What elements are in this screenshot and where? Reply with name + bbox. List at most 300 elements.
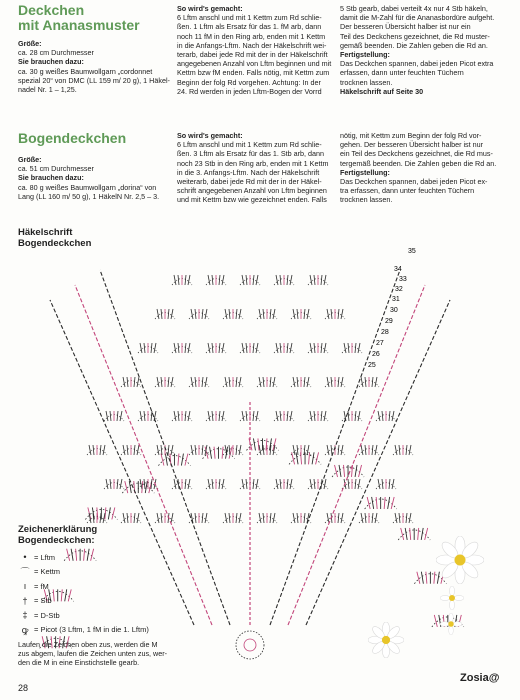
fan-stitch: [399, 513, 400, 523]
fan-stitch: [367, 497, 370, 509]
fan-stitch: [426, 572, 427, 584]
fan-stitch: [127, 513, 128, 523]
fan-stitch: [359, 465, 362, 477]
fan-stitch: [338, 309, 339, 319]
daisy-icon: [440, 586, 464, 610]
fan-stitch: [219, 275, 220, 285]
col3-line: Der besseren Übersicht halber ist nur ein: [340, 22, 471, 32]
fan-stitch: [191, 309, 193, 319]
fan-stitch: [259, 309, 261, 319]
fan-stitch: [310, 479, 312, 489]
chart-title-line1: Häkelschrift: [18, 227, 73, 238]
col3-line: gehen. Der besseren Übersicht halber ist nur: [340, 140, 484, 150]
daisy-icon: [368, 622, 404, 658]
fan-stitch: [290, 479, 292, 489]
fan-stitch: [195, 445, 196, 455]
fan-stitch: [239, 445, 241, 455]
fan-stitch: [205, 377, 207, 387]
fan-stitch: [256, 275, 258, 285]
round-number: 31: [392, 296, 400, 303]
fan-stitch: [212, 275, 213, 285]
page-number: 28: [18, 683, 29, 693]
fan-stitch: [361, 377, 363, 387]
fan-stitch: [242, 275, 244, 285]
fan-stitch: [382, 479, 383, 489]
fan-stitch: [210, 447, 212, 459]
fan-stitch: [151, 411, 152, 421]
fan-stitch: [205, 309, 207, 319]
fan-stitch: [321, 343, 322, 353]
fan-stitch: [246, 343, 247, 353]
fan-stitch: [151, 343, 152, 353]
fan-stitch: [358, 411, 360, 421]
fan-stitch: [258, 438, 259, 450]
fan-stitch: [151, 479, 152, 489]
fan-stitch: [418, 528, 419, 540]
fan-stitch: [202, 377, 203, 387]
materials-label: Sie brauchen dazu:: [18, 57, 84, 67]
fan-stitch: [293, 309, 295, 319]
fan-stitch: [185, 275, 186, 285]
fan-stitch: [310, 275, 312, 285]
fan-stitch: [338, 377, 339, 387]
fan-stitch: [391, 497, 394, 509]
fan-stitch: [191, 377, 193, 387]
size-label: Größe:: [18, 155, 42, 164]
fan-stitch: [324, 411, 326, 421]
fan-stitch: [410, 528, 411, 540]
col3-line: Teil des Deckchens gezeichnet, die Rd muster-: [340, 31, 490, 41]
fan-stitch: [161, 309, 162, 319]
fan-stitch: [270, 513, 271, 523]
fan-stitch: [225, 513, 227, 523]
fan-stitch: [365, 445, 366, 455]
col3-line: 5 Stb gearb, dabei verteilt 4x nur 4 Stb häkeln,: [340, 4, 488, 13]
fan-stitch: [348, 479, 349, 489]
fan-stitch: [191, 445, 193, 455]
howto-line: ßen. 3 Lftm als Ersatz für das 1. Stb arb, dann: [177, 149, 325, 159]
fan-stitch: [389, 479, 390, 489]
fan-stitch: [276, 343, 278, 353]
fan-stitch: [202, 309, 203, 319]
section1-materials: [18, 39, 178, 94]
legend-label: = Kettm: [34, 567, 61, 577]
size-label: Größe:: [18, 39, 42, 48]
fan-stitch: [307, 377, 309, 387]
fan-stitch: [222, 411, 224, 421]
fan-stitch: [100, 445, 101, 455]
howto-line: Kettm bzw fM enden. Falls nötig, mit Kettm zum: [177, 68, 330, 78]
fan-stitch: [219, 479, 220, 489]
fan-stitch: [134, 377, 135, 387]
round-number: 29: [385, 318, 393, 325]
fan-stitch: [355, 411, 356, 421]
fan-stitch: [242, 343, 244, 353]
fan-stitch: [195, 513, 196, 523]
round-number: 33: [399, 276, 407, 283]
materials-line: spezial 20“ von DMC (LL 159 m/ 20 g), 1 Häkel-: [18, 75, 170, 85]
fan-stitch: [212, 479, 213, 489]
fan-stitch: [222, 275, 224, 285]
howto-label: So wird's gemacht:: [177, 4, 243, 13]
fan-stitch: [263, 377, 264, 387]
fan-stitch: [273, 513, 275, 523]
section1-title: [18, 3, 140, 33]
fan-stitch: [263, 445, 264, 455]
daisy-icon: [440, 613, 462, 635]
fan-stitch: [310, 343, 312, 353]
fan-stitch: [327, 445, 329, 455]
fan-stitch: [307, 445, 309, 455]
single-crochet-icon: ı: [23, 581, 27, 592]
size-value: ca. 51 cm Durchmesser: [18, 164, 94, 174]
fan-stitch: [229, 445, 230, 455]
materials-line: nadel Nr. 1 – 1,25.: [18, 85, 77, 95]
fan-stitch: [273, 309, 275, 319]
howto-line: schrift angegebenen Anzahl von Lftm beginnen: [177, 186, 327, 196]
signature: Zosia@: [460, 672, 500, 684]
fan-stitch: [154, 343, 156, 353]
fan-stitch: [434, 572, 435, 584]
fan-stitch: [93, 445, 94, 455]
fan-stitch: [392, 479, 394, 489]
fan-stitch: [375, 513, 377, 523]
round-number: 25: [368, 362, 376, 369]
fan-stitch: [137, 445, 139, 455]
fan-stitch: [246, 411, 247, 421]
fan-stitch: [229, 513, 230, 523]
legend: [18, 524, 188, 667]
legend-label: = D-Stb: [34, 610, 60, 620]
fan-stitch: [324, 343, 326, 353]
howto-line: weiterarb, dabei jede Rd mit der in der Häkel-: [177, 177, 322, 187]
fan-stitch: [165, 454, 167, 466]
fan-stitch: [134, 513, 135, 523]
fan-stitch: [399, 445, 400, 455]
section2-materials: [18, 155, 178, 201]
fan-stitch: [327, 309, 329, 319]
section1-col3: [340, 4, 512, 96]
fan-stitch: [239, 377, 241, 387]
fan-stitch: [181, 454, 183, 466]
col3-line: tergemäß beenden. Die Zahlen geben die Rd an.: [340, 158, 497, 168]
center-ring: [236, 631, 264, 659]
fan-stitch: [405, 528, 407, 540]
fan-stitch: [144, 411, 145, 421]
fan-stitch: [304, 309, 305, 319]
fan-stitch: [123, 445, 125, 455]
fan-stitch: [358, 343, 360, 353]
howto-line: noch 11 fM in den Ring arb, enden mit 1 Kettm: [177, 31, 326, 41]
fan-stitch: [100, 513, 101, 523]
fan-stitch: [287, 343, 288, 353]
daisy-icon: [436, 536, 484, 584]
fan-stitch: [185, 343, 186, 353]
fan-stitch: [108, 507, 110, 519]
fan-stitch: [112, 507, 115, 519]
fan-stitch: [338, 513, 339, 523]
materials-line: ca. 80 g weißes Baumwollgarn „dorina“ von: [18, 182, 157, 192]
fan-stitch: [171, 445, 173, 455]
finishing-label: Fertigstellung:: [340, 167, 390, 177]
finishing-label: Fertigstellung:: [340, 50, 390, 60]
legend-item-double: [18, 594, 188, 609]
fan-stitch: [395, 513, 397, 523]
fan-stitch: [178, 275, 179, 285]
fan-stitch: [287, 411, 288, 421]
legend-item-single: [18, 579, 188, 594]
fan-stitch: [219, 411, 220, 421]
fan-stitch: [304, 377, 305, 387]
fan-stitch: [242, 411, 244, 421]
fan-stitch: [280, 479, 281, 489]
finishing-line: erfassen, dann unter feuchten Tüchern: [340, 68, 464, 78]
fan-stitch: [202, 513, 203, 523]
fan-stitch: [171, 309, 173, 319]
fan-stitch: [144, 343, 145, 353]
fan-stitch: [331, 377, 332, 387]
fan-stitch: [106, 479, 108, 489]
fan-stitch: [361, 513, 363, 523]
fan-stitch: [242, 479, 244, 489]
fan-stitch: [188, 479, 190, 489]
fan-stitch: [293, 445, 295, 455]
materials-label: Sie brauchen dazu:: [18, 173, 84, 183]
fan-stitch: [157, 513, 159, 523]
fan-stitch: [376, 497, 377, 509]
fan-stitch: [225, 377, 227, 387]
fan-stitch: [312, 452, 314, 464]
fan-stitch: [341, 513, 343, 523]
fan-stitch: [174, 343, 176, 353]
section1-title-line1: Deckchen: [18, 2, 85, 18]
legend-label: = Lftm: [34, 552, 56, 562]
treble-crochet-icon: ‡: [22, 610, 28, 621]
fan-stitch: [125, 481, 128, 493]
fan-stitch: [314, 343, 315, 353]
fan-stitch: [208, 411, 210, 421]
howto-line: und mit Kettm bzw wie gezeichnet enden. Falls: [177, 195, 327, 205]
fan-stitch: [307, 309, 309, 319]
chart-title-line2: Bogendeckchen: [18, 238, 92, 249]
fan-stitch: [168, 377, 169, 387]
fan-stitch: [161, 445, 162, 455]
legend-title-line2: Bogendeckchen:: [18, 535, 95, 546]
fan-stitch: [117, 411, 118, 421]
round-number: 32: [395, 286, 403, 293]
fan-stitch: [270, 309, 271, 319]
fan-stitch: [384, 497, 385, 509]
legend-title-line1: Zeichenerklärung: [18, 524, 98, 535]
fan-stitch: [134, 445, 135, 455]
fan-stitch: [236, 445, 237, 455]
howto-line: 24. Rd werden in jeden Lftm-Bogen der Vorrd: [177, 86, 322, 96]
fan-stitch: [421, 528, 423, 540]
fan-stitch: [355, 465, 357, 477]
fan-stitch: [331, 309, 332, 319]
fan-stitch: [157, 377, 159, 387]
fan-stitch: [236, 377, 237, 387]
fan-stitch: [188, 411, 190, 421]
fan-stitch: [378, 479, 380, 489]
round-number-labels: [368, 248, 416, 369]
fan-stitch: [372, 513, 373, 523]
finishing-line: tra erfassen, dann unter feuchten Tüchern: [340, 186, 475, 196]
fan-stitch: [259, 513, 261, 523]
fan-stitch: [239, 309, 241, 319]
finishing-line: trocknen lassen.: [340, 195, 393, 205]
fan-stitch: [178, 454, 179, 466]
fan-stitch: [140, 479, 142, 489]
fan-stitch: [239, 513, 241, 523]
fan-stitch: [253, 479, 254, 489]
size-value: ca. 28 cm Durchmesser: [18, 48, 94, 58]
fan-stitch: [421, 572, 423, 584]
fan-stitch: [375, 377, 377, 387]
legend-note-line: den die M in eine Einstichstelle gearb.: [18, 658, 140, 667]
fan-stitch: [263, 309, 264, 319]
fan-stitch: [348, 411, 349, 421]
fan-stitch: [409, 513, 411, 523]
legend-item-slip: [18, 565, 188, 580]
howto-label: So wird's gemacht:: [177, 131, 243, 140]
section2-title: Bogendeckchen: [18, 130, 127, 146]
fan-stitch: [297, 309, 298, 319]
fan-stitch: [188, 275, 190, 285]
fan-stitch: [195, 309, 196, 319]
fan-stitch: [253, 343, 254, 353]
fan-stitch: [388, 497, 390, 509]
fan-stitch: [174, 411, 176, 421]
howto-line: noch 23 Stb in den Ring arb, enden mit 1 Kettm: [177, 158, 329, 168]
fan-stitch: [406, 513, 407, 523]
fan-stitch: [348, 343, 349, 353]
fan-stitch: [314, 275, 315, 285]
fan-stitch: [256, 411, 258, 421]
fan-stitch: [280, 275, 281, 285]
fan-stitch: [185, 479, 186, 489]
legend-item-treble: [18, 608, 188, 623]
fan-stitch: [120, 479, 122, 489]
fan-stitch: [212, 343, 213, 353]
fan-stitch: [188, 343, 190, 353]
col3-line: gemäß beenden. Die Zahlen geben die Rd an.: [340, 40, 488, 50]
fan-stitch: [358, 479, 360, 489]
fan-stitch: [338, 445, 339, 455]
fan-stitch: [168, 445, 169, 455]
fan-stitch: [123, 377, 125, 387]
section1-instructions: [177, 4, 342, 96]
round-number: 26: [372, 351, 380, 358]
fan-stitch: [389, 411, 390, 421]
fan-stitch: [392, 411, 394, 421]
fan-stitch: [314, 479, 315, 489]
chart-reference: Häkelschrift auf Seite 30: [340, 86, 424, 96]
fan-stitch: [287, 479, 288, 489]
fan-stitch: [106, 411, 108, 421]
fan-stitch: [222, 447, 223, 459]
slip-stitch-icon: ⌒: [20, 567, 30, 578]
legend-item-chain: [18, 550, 188, 565]
howto-line: in die Anfangs-Lftm. Nach der Häkelschrift wei-: [177, 40, 327, 50]
howto-line: terarb, dabei jede Rd mit der in der Häkelschrift: [177, 50, 328, 60]
fan-stitch: [355, 343, 356, 353]
section2-col3: [340, 131, 512, 205]
fan-stitch: [253, 411, 254, 421]
fan-stitch: [236, 513, 237, 523]
fan-stitch: [280, 343, 281, 353]
fan-stitch: [212, 411, 213, 421]
fan-stitch: [365, 513, 366, 523]
fan-stitch: [290, 411, 292, 421]
fan-stitch: [253, 438, 255, 450]
legend-note-line: Laufen die Zeichen oben zus, werden die M: [18, 640, 158, 649]
finishing-line: Das Deckchen spannen, dabei jeden Picot extra: [340, 59, 494, 69]
fan-stitch: [123, 513, 125, 523]
fan-stitch: [140, 411, 142, 421]
fan-stitch: [259, 377, 261, 387]
fan-stitch: [127, 377, 128, 387]
fan-stitch: [202, 445, 203, 455]
fan-stitch: [417, 572, 420, 584]
fan-stitch: [309, 452, 310, 464]
fan-stitch: [297, 377, 298, 387]
legend-note-line: zus abgem, laufen die Zeichen unten zus, wer-: [18, 649, 168, 658]
col3-line: ein Teil des Deckchens gezeichnet, die Rd mus-: [340, 149, 493, 159]
fan-stitch: [185, 454, 188, 466]
round-number: 27: [376, 340, 384, 347]
fan-stitch: [117, 479, 118, 489]
fan-stitch: [327, 513, 329, 523]
fan-stitch: [331, 445, 332, 455]
fan-stitch: [344, 343, 346, 353]
center-ring-inner: [244, 639, 256, 651]
fan-stitch: [341, 309, 343, 319]
fan-stitch: [137, 513, 139, 523]
fan-stitch: [253, 275, 254, 285]
fan-stitch: [395, 445, 397, 455]
fan-stitch: [270, 377, 271, 387]
round-number: 30: [390, 307, 398, 314]
fan-stitch: [293, 377, 295, 387]
howto-line: in die 3. Anfangs-Lftm. Nach der Häkelschrift: [177, 167, 320, 177]
round-number: 35: [408, 248, 416, 255]
fan-stitch: [276, 275, 278, 285]
fan-stitch: [144, 479, 145, 489]
fan-stitch: [157, 309, 159, 319]
fan-stitch: [161, 513, 162, 523]
fan-stitch: [103, 445, 105, 455]
fan-stitch: [401, 528, 404, 540]
fan-stitch: [276, 479, 278, 489]
section1-title-line2: mit Ananasmuster: [18, 17, 140, 33]
double-crochet-icon: †: [22, 595, 28, 606]
fan-stitch: [140, 343, 142, 353]
materials-line: ca. 30 g weißes Baumwollgarn „cordonnet: [18, 66, 153, 76]
fan-stitch: [425, 528, 428, 540]
fan-stitch: [344, 465, 345, 477]
fan-stitch: [110, 411, 111, 421]
chain-stitch-icon: •: [23, 552, 27, 563]
materials-line: Lang (LL 160 m/ 50 g), 1 HäkelN Nr. 2,5 – 3.: [18, 191, 160, 201]
fan-stitch: [171, 513, 173, 523]
fan-stitch: [310, 411, 312, 421]
fan-stitch: [341, 445, 343, 455]
fan-stitch: [355, 479, 356, 489]
fan-stitch: [256, 343, 258, 353]
fan-stitch: [372, 497, 374, 509]
section2-instructions: [177, 131, 342, 205]
